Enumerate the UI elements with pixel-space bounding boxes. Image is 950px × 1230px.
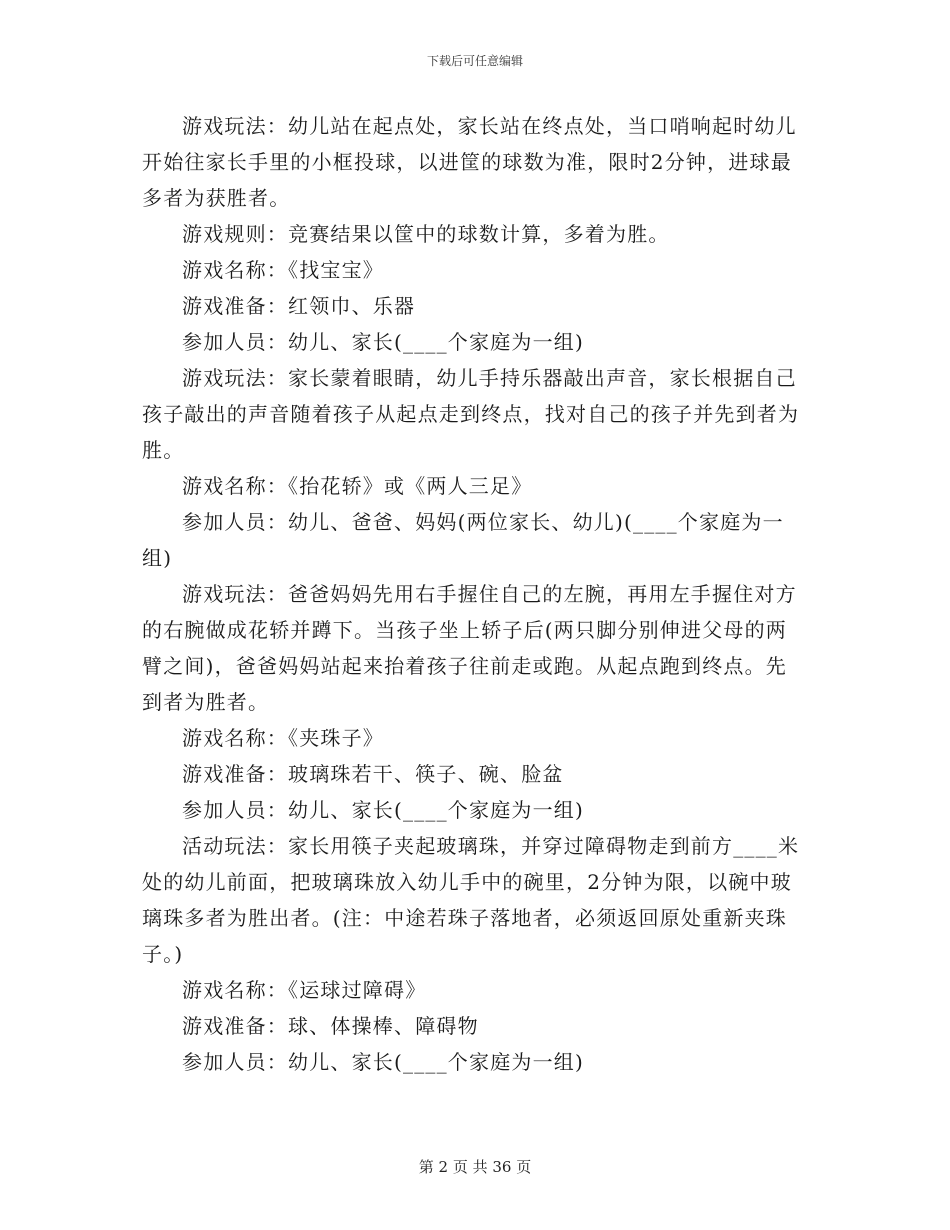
document-body [142,108,808,1080]
paragraph-game-prep-obstacle: 游戏准备：球、体操棒、障碍物 [182,1014,479,1038]
paragraph-game-name-beads: 游戏名称：《夹珠子》 [182,726,384,750]
paragraph-game-prep-find-baby: 游戏准备：红领巾、乐器 [182,294,416,318]
paragraph-game-play-find-baby: 游戏玩法：家长蒙着眼睛，幼儿手持乐器敲出声音，家长根据自己孩子敲出的声音随着孩子从起点走到终点，找对自己的孩子并先到者为胜。 [142,366,800,462]
paragraph-game-rules: 游戏规则：竞赛结果以筐中的球数计算，多着为胜。 [182,222,670,246]
paragraph-participants-sedan: 参加人员：幼儿、爸爸、妈妈(两位家长、幼儿)(____个家庭为一组) [142,510,784,570]
paragraph-game-prep-beads: 游戏准备：玻璃珠若干、筷子、碗、脸盆 [182,762,564,786]
paragraph-participants-find-baby: 参加人员：幼儿、家长(____个家庭为一组) [182,330,585,354]
page-header: 下载后可任意编辑 [426,54,523,68]
paragraph-game-play-ball-toss: 游戏玩法：幼儿站在起点处，家长站在终点处，当口哨响起时幼儿开始往家长手里的小框投球，以进筐的球数为准，限时2分钟，进球最多者为获胜者。 [142,114,797,210]
paragraph-game-name-sedan: 游戏名称：《抬花轿》或《两人三足》 [182,474,533,498]
paragraph-participants-beads: 参加人员：幼儿、家长(____个家庭为一组) [182,798,585,822]
paragraph-game-name-find-baby: 游戏名称：《找宝宝》 [182,258,384,282]
paragraph-participants-obstacle: 参加人员：幼儿、家长(____个家庭为一组) [182,1050,585,1074]
paragraph-activity-play-beads: 活动玩法：家长用筷子夹起玻璃珠，并穿过障碍物走到前方____米处的幼儿前面，把玻璃珠放入幼儿手中的碗里，2分钟为限，以碗中玻璃珠多者为胜出者。(注：中途若珠子落地者，必须返回原处重新夹珠子。) [142,834,800,966]
paragraph-game-play-sedan: 游戏玩法：爸爸妈妈先用右手握住自己的左腕，再用左手握住对方的右腕做成花轿并蹲下。当孩子坐上轿子后(两只脚分别伸进父母的两臂之间)，爸爸妈妈站起来抬着孩子往前走或跑。从起点跑到终点。先到者为胜者。 [142,582,797,714]
page-footer: 第 2 页 共 36 页 [418,1158,532,1176]
paragraph-game-name-obstacle: 游戏名称：《运球过障碍》 [182,978,427,1002]
